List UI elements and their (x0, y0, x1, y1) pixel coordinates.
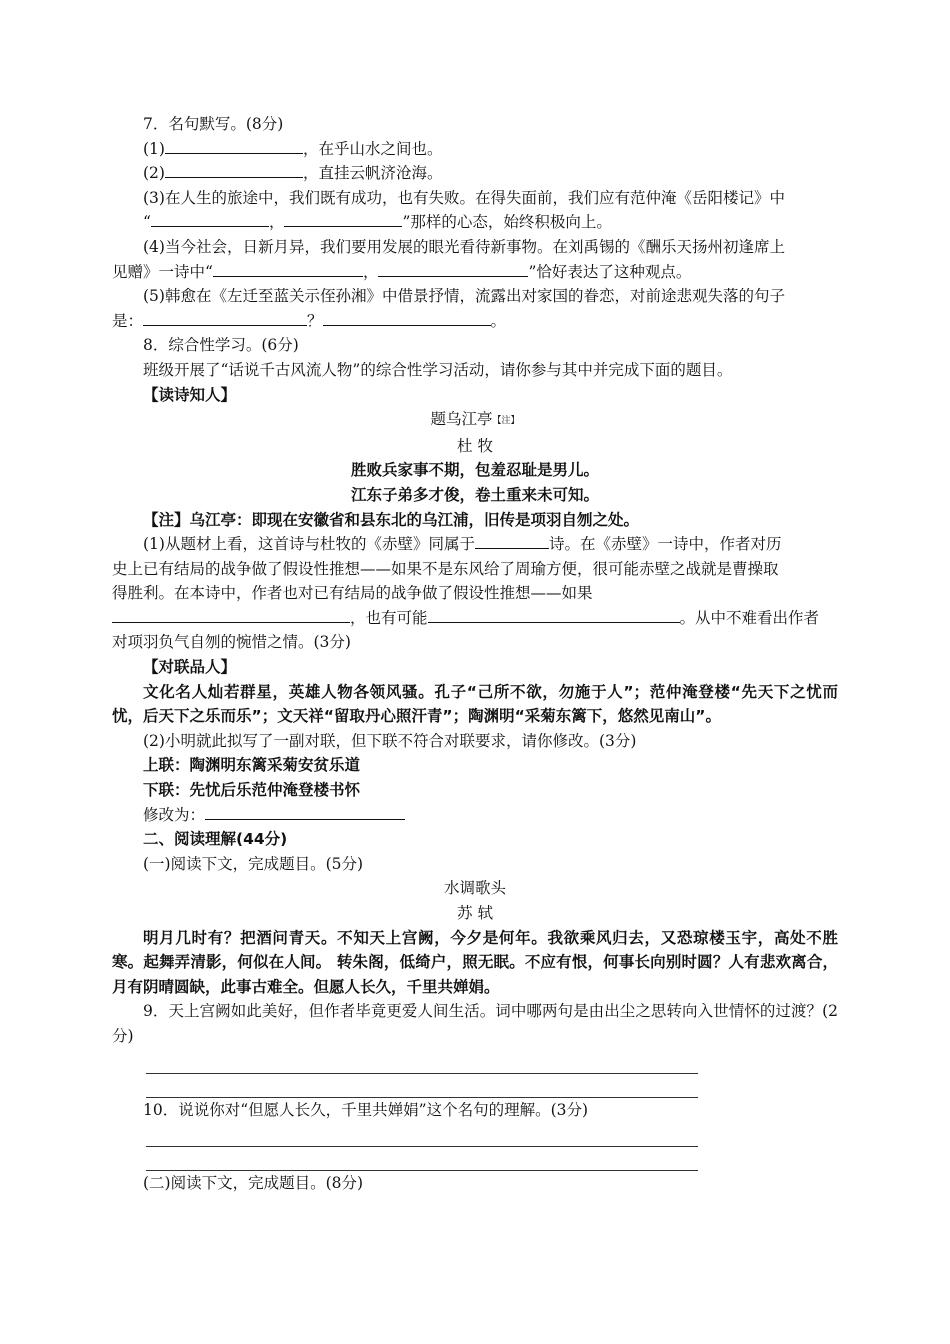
q7-item-3-line1: (3)在人生的旅途中，我们既有成功，也有失败。在得失面前，我们应有范仲淹《岳阳楼记》中 (143, 188, 785, 207)
q8-1-suffix: 诗。在《赤壁》一诗中，作者对历 (548, 535, 782, 554)
q7-item-3-line2 (112, 210, 838, 235)
q7-1-prefix: (1) (143, 139, 165, 158)
q7-5-question-mark: ？ (307, 311, 323, 330)
poem-line-1: 胜败兵家事不期，包羞忍耻是男儿。 (350, 461, 599, 480)
poem-title (112, 407, 838, 434)
q8-2-question: (2)小明就此拟写了一副对联，但下联不符合对联要求，请你修改。(3分) (143, 731, 637, 750)
poem-title-text: 题乌江亭 (430, 410, 493, 429)
answer-blank-8-1b[interactable] (112, 606, 350, 623)
q7-1-suffix: ，在乎山水之间也。 (302, 139, 443, 158)
poem-line-2: 江东子弟多才俊，卷土重来未可知。 (350, 485, 599, 504)
section-couplet: 【对联品人】 (143, 658, 237, 677)
part2-sub2: (二)阅读下文，完成题目。(8分) (143, 1174, 364, 1193)
couplet-paragraph: 文化名人灿若群星，英雄人物各领风骚。孔子“己所不欲，勿施于人”；范仲淹登楼“先天下之忧而忧，后天下之乐而乐”；文天祥“留取丹心照汗青”；陶渊明“采菊东篱下，悠然见南山”。 (112, 682, 838, 726)
ci-author: 苏 轼 (457, 904, 493, 922)
q10-answer-line-2[interactable] (146, 1147, 698, 1171)
q8-1-tail: 。从中不难看出作者 (679, 608, 820, 627)
q7-5-prefix: 是： (112, 311, 144, 330)
q7-3-comma: ， (268, 213, 285, 232)
q9-question: 9．天上宫阙如此美好，但作者毕竟更爱人间生活。词中哪两句是由出尘之思转向入世情怀的过渡？(2分) (112, 1002, 838, 1045)
q7-item-5-line2 (112, 309, 838, 334)
q8-1-line3: 得胜利。在本诗中，作者也对已有结局的战争做了假设性推想——如果 (112, 584, 593, 603)
answer-blank-7-5b[interactable] (323, 309, 491, 326)
q8-1-prefix: (1)从题材上看，这首诗与杜牧的《赤壁》同属于 (143, 535, 475, 554)
answer-blank-7-3b[interactable] (284, 210, 402, 227)
section-read-poem: 【读诗知人】 (143, 385, 237, 404)
q7-2-prefix: (2) (143, 164, 165, 183)
revise-label: 修改为： (143, 805, 206, 824)
part2-sub1: (一)阅读下文，完成题目。(5分) (143, 854, 364, 873)
ci-title: 水调歌头 (443, 879, 506, 898)
revise-line (112, 803, 838, 828)
q7-3-suffix: ”那样的心态，始终积极向上。 (402, 213, 612, 232)
answer-blank-8-1a[interactable] (475, 532, 549, 549)
q7-4-comma: ， (362, 262, 379, 281)
q9-answer-line-2[interactable] (146, 1074, 698, 1098)
part2-title: 二、阅读理解(44分) (143, 830, 288, 849)
q7-item-5-line1: (5)韩愈在《左迁至蓝关示侄孙湘》中借景抒情，流露出对家国的眷恋，对前途悲观失落的句子 (143, 287, 785, 306)
answer-blank-8-2[interactable] (205, 803, 405, 820)
q9-answer-line-1[interactable] (146, 1049, 698, 1074)
q10-question: 10．说说你对“但愿人长久，千里共婵娟”这个名句的理解。(3分) (143, 1100, 589, 1119)
ci-text: 明月几时有？把酒问青天。不知天上宫阙，今夕是何年。我欲乘风归去，又恐琼楼玉宇，高处不胜寒。起舞弄清影，何似在人间。 转朱阁，低绮户，照无眠。不应有恨，何事长向别时圆？人有悲欢离合，月有阴晴圆缺，此事古难全。但愿人长久，千里共婵娟。 (112, 928, 838, 996)
q7-4-prefix: 见赠》一诗中“ (112, 262, 213, 281)
q8-1-line1 (112, 532, 838, 557)
answer-blank-7-4b[interactable] (378, 260, 528, 277)
q8-1-line4 (112, 606, 838, 631)
exam-content (112, 112, 838, 1196)
answer-blank-7-3a[interactable] (151, 210, 269, 227)
q7-item-2 (112, 161, 838, 186)
q7-item-4-line1: (4)当今社会，日新月异，我们要用发展的眼光看待新事物。在刘禹锡的《酬乐天扬州初逢席上 (143, 237, 785, 256)
answer-blank-7-4a[interactable] (213, 260, 363, 277)
upper-couplet: 上联：陶渊明东篱采菊安贫乐道 (143, 756, 361, 775)
poem-author: 杜 牧 (457, 436, 493, 455)
poem-note-marker: 【注】 (492, 416, 520, 427)
q8-1-line5: 对项羽负气自刎的惋惜之情。(3分) (112, 633, 351, 652)
answer-blank-7-1[interactable] (165, 137, 303, 154)
q7-item-1 (112, 137, 838, 162)
q8-1-line2: 史上已有结局的战争做了假设性推想——如果不是东风给了周瑜方便，很可能赤壁之战就是曹操取 (112, 559, 779, 578)
q7-2-suffix: ，直挂云帆济沧海。 (302, 164, 443, 183)
poem-note: 【注】乌江亭：即现在安徽省和县东北的乌江浦，旧传是项羽自刎之处。 (143, 510, 640, 529)
q7-3-open-quote: “ (143, 213, 151, 232)
answer-blank-7-5a[interactable] (143, 309, 307, 326)
lower-couplet: 下联：先忧后乐范仲淹登楼书怀 (143, 781, 361, 800)
q7-4-suffix: ”恰好表达了这种观点。 (528, 262, 692, 281)
q8-1-mid: ，也有可能 (350, 608, 428, 627)
q7-5-period: 。 (490, 311, 507, 330)
q7-item-4-line2 (112, 260, 838, 285)
q8-intro: 班级开展了“话说千古风流人物”的综合性学习活动，请你参与其中并完成下面的题目。 (143, 360, 733, 379)
q10-answer-line-1[interactable] (146, 1122, 698, 1147)
q8-title: 8．综合性学习。(6分) (143, 336, 299, 355)
q7-title: 7．名句默写。(8分) (143, 115, 284, 133)
answer-blank-7-2[interactable] (165, 161, 303, 178)
answer-blank-8-1c[interactable] (428, 606, 680, 623)
